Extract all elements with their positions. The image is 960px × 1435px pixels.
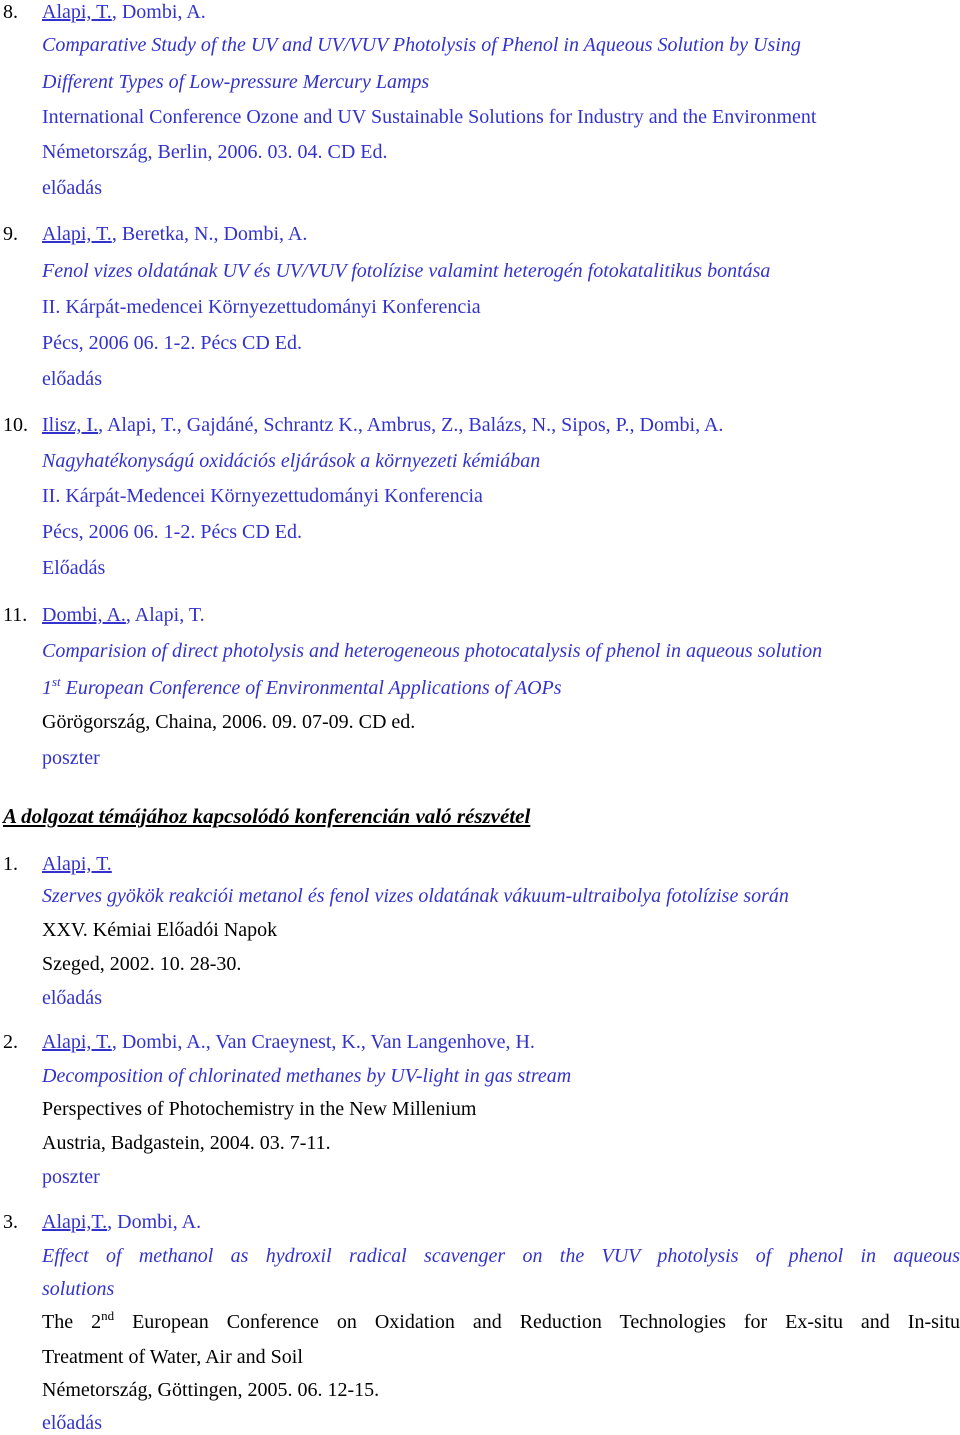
section-heading: A dolgozat témájához kapcsolódó konferencián való részvétel [3, 804, 531, 828]
entry-authors [42, 603, 205, 627]
authors-rest: , Dombi, A. [111, 1, 206, 23]
entry-type: Előadás [42, 557, 106, 579]
entry-title: Nagyhatékonyságú oxidációs eljárások a környezeti kémiában [42, 450, 541, 472]
entry-authors [42, 222, 307, 246]
entry-place: Pécs, 2006 06. 1-2. Pécs CD Ed. [42, 521, 302, 543]
entry-title-line-2: solutions [42, 1278, 115, 1300]
entry-number: 3. [3, 1211, 18, 1233]
author-first[interactable]: Dombi, A. [42, 604, 126, 626]
entry-title: Comparision of direct photolysis and heterogeneous photocatalysis of phenol in aqueous solution [42, 640, 823, 662]
entry-place: Németország, Göttingen, 2005. 06. 12-15. [42, 1379, 380, 1401]
entry-venue: II. Kárpát-Medencei Környezettudományi Konferencia [42, 485, 483, 507]
authors-rest: , Dombi, A. [107, 1211, 202, 1233]
entry-title-line-1: Effect of methanol as hydroxil radical scavenger on the VUV photolysis of phenol in aqueous [42, 1245, 960, 1267]
entry-authors [42, 0, 206, 24]
entry-type: poszter [42, 1166, 100, 1188]
entry-place: Szeged, 2002. 10. 28-30. [42, 953, 242, 975]
entry-number: 9. [3, 223, 18, 245]
entry-venue: International Conference Ozone and UV Sustainable Solutions for Industry and the Environment [42, 106, 817, 128]
author-link[interactable]: Alapi, T. [42, 1031, 112, 1053]
author-link: , Alapi, T. [125, 604, 205, 626]
authors-rest: , Beretka, N., Dombi, A. [111, 223, 308, 245]
entry-place: Németország, Berlin, 2006. 03. 04. CD Ed. [42, 141, 388, 163]
entry-title: Decomposition of chlorinated methanes by UV-light in gas stream [42, 1065, 572, 1087]
entry-venue: 1st European Conference of Environmental Applications of AOPs [42, 674, 562, 699]
entry-place: Pécs, 2006 06. 1-2. Pécs CD Ed. [42, 332, 302, 354]
entry-number: 8. [3, 1, 18, 23]
entry-number: 1. [3, 853, 18, 875]
authors-rest: , Dombi, A., Van Craeynest, K., Van Langenhove, H. [111, 1031, 535, 1053]
entry-type: előadás [42, 987, 102, 1009]
entry-venue-line-2: Treatment of Water, Air and Soil [42, 1346, 303, 1368]
author-link[interactable]: Alapi, T. [42, 223, 112, 245]
entry-type: előadás [42, 368, 102, 390]
entry-number: 11. [3, 604, 28, 626]
author-link: , Alapi, T. [98, 414, 177, 436]
entry-venue: II. Kárpát-medencei Környezettudományi Konferencia [42, 296, 481, 318]
author-link[interactable]: Alapi, T. [42, 1, 112, 23]
entry-venue: Perspectives of Photochemistry in the New Millenium [42, 1098, 477, 1120]
entry-title-line-1: Comparative Study of the UV and UV/VUV Photolysis of Phenol in Aqueous Solution by Using [42, 34, 801, 56]
entry-type: előadás [42, 1412, 102, 1434]
entry-authors [42, 852, 112, 876]
entry-venue-line-1: The 2nd European Conference on Oxidation and Reduction Technologies for Ex-situ and In-situ [42, 1308, 960, 1333]
entry-number: 10. [3, 414, 28, 436]
entry-authors [42, 413, 723, 437]
entry-place: Görögország, Chaina, 2006. 09. 07-09. CD ed. [42, 711, 416, 733]
entry-authors [42, 1210, 201, 1234]
entry-title: Fenol vizes oldatának UV és UV/VUV fotolízise valamint heterogén fotokatalitikus bontása [42, 260, 771, 282]
entry-authors [42, 1030, 535, 1054]
entry-place: Austria, Badgastein, 2004. 03. 7-11. [42, 1132, 331, 1154]
entry-venue: XXV. Kémiai Előadói Napok [42, 919, 278, 941]
entry-title: Szerves gyökök reakciói metanol és fenol vizes oldatának vákuum-ultraibolya fotolízise során [42, 885, 789, 907]
entry-type: előadás [42, 177, 102, 199]
entry-title-line-2: Different Types of Low-pressure Mercury Lamps [42, 71, 430, 93]
entry-type: poszter [42, 747, 100, 769]
author-link[interactable]: Alapi, T. [42, 853, 112, 875]
authors-rest: , Gajdáné, Schrantz K., Ambrus, Z., Balázs, N., Sipos, P., Dombi, A. [176, 414, 724, 436]
author-link[interactable]: Alapi,T. [42, 1211, 108, 1233]
entry-number: 2. [3, 1031, 18, 1053]
author-first[interactable]: Ilisz, I. [42, 414, 99, 436]
